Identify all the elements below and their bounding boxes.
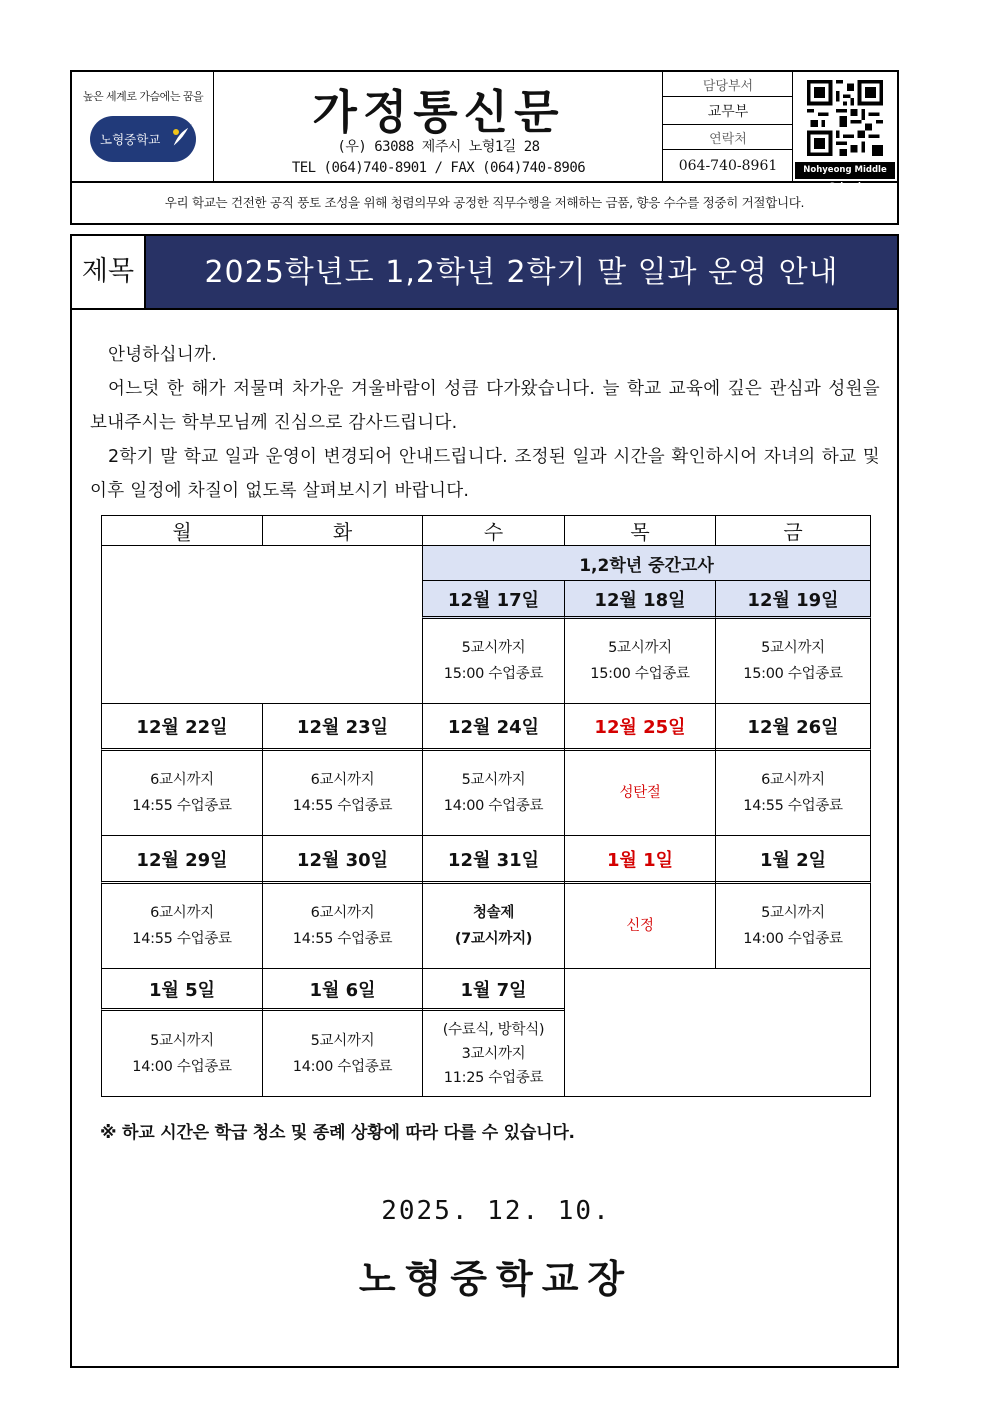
date-cell: 1월 5일 — [101, 968, 263, 1011]
schedule-cell: 5교시까지 14:00 수업종료 — [715, 883, 871, 969]
contact-value: 064-740-8961 — [678, 157, 778, 174]
qr-code-icon[interactable] — [807, 80, 883, 156]
dismissal-note: ※ 하교 시간은 학급 청소 및 종례 상황에 따라 다를 수 있습니다. — [100, 1123, 575, 1143]
day-header-fri: 금 — [715, 515, 871, 546]
schedule-cell: 6교시까지 14:55 수업종료 — [715, 750, 871, 836]
holiday-date-cell: 1월 1일 — [564, 835, 716, 884]
body-paragraph-2: 2학기 말 학교 일과 운영이 변경되어 안내드립니다. 조정된 일과 시간을 확인하시어 자녀의 하교 및 이후 일정에 차질이 없도록 살펴보시기 바랍니다. — [90, 447, 880, 501]
date-cell: 12월 18일 — [564, 580, 716, 619]
exam-banner: 1,2학년 중간고사 — [422, 545, 871, 581]
date-cell: 12월 22일 — [101, 703, 263, 751]
newsletter-header — [70, 70, 899, 192]
day-header-mon: 월 — [101, 515, 263, 546]
contact-cell — [663, 72, 793, 181]
subject-title: 2025학년도 1,2학년 2학기 말 일과 운영 안내 — [146, 236, 897, 310]
qr-cell — [793, 72, 897, 192]
greeting: 안녕하십니까. — [108, 345, 218, 365]
day-header-thu: 목 — [564, 515, 716, 546]
schedule-cell: 5교시까지 15:00 수업종료 — [564, 618, 716, 704]
date-cell: 12월 23일 — [262, 703, 423, 751]
date-cell: 12월 30일 — [262, 835, 423, 884]
empty-cell — [564, 968, 871, 1097]
schedule-cell: (수료식, 방학식) 3교시까지 11:25 수업종료 — [422, 1010, 565, 1097]
school-address: (우) 63088 제주시 노형1길 28 — [337, 139, 540, 155]
date-cell: 12월 26일 — [715, 703, 871, 751]
schedule-cell: 5교시까지 14:00 수업종료 — [422, 750, 565, 836]
school-slogan: 높은 세계로 가슴에는 꿈을 — [82, 90, 204, 103]
subject-label: 제목 — [72, 236, 146, 310]
body-paragraph-1: 어느덧 한 해가 저물며 차가운 겨울바람이 성큼 다가왔습니다. 늘 학교 교육에 깊은 관심과 성원을 보내주시는 학부모님께 진심으로 감사드립니다. — [90, 379, 880, 433]
issue-date: 2025. 12. 10. — [381, 1196, 611, 1226]
date-cell: 1월 6일 — [262, 968, 423, 1011]
schedule-cell: 6교시까지 14:55 수업종료 — [101, 750, 263, 836]
date-cell: 1월 7일 — [422, 968, 565, 1011]
logo-text: 노형중학교 — [100, 132, 161, 147]
logo-cell — [72, 72, 214, 181]
contact-label: 연락처 — [663, 125, 793, 150]
date-cell: 12월 19일 — [715, 580, 871, 619]
day-header-tue: 화 — [262, 515, 423, 546]
holiday-cell: 성탄절 — [564, 750, 716, 836]
date-cell: 1월 2일 — [715, 835, 871, 884]
title-cell — [214, 72, 663, 181]
dept-value: 교무부 — [663, 97, 793, 125]
schedule-cell: 5교시까지 14:00 수업종료 — [262, 1010, 423, 1097]
holiday-date-cell: 12월 25일 — [564, 703, 716, 751]
holiday-cell: 신정 — [564, 883, 716, 969]
date-cell: 12월 29일 — [101, 835, 263, 884]
date-cell: 12월 24일 — [422, 703, 565, 751]
newsletter-title: 가정통신문 — [312, 85, 565, 139]
schedule-cell: 5교시까지 14:00 수업종료 — [101, 1010, 263, 1097]
schedule-cell: 6교시까지 14:55 수업종료 — [101, 883, 263, 969]
dept-label: 담당부서 — [663, 72, 793, 97]
schedule-cell: 5교시까지 15:00 수업종료 — [422, 618, 565, 704]
date-cell: 12월 31일 — [422, 835, 565, 884]
school-english-name: Nohyeong Middle School — [795, 162, 895, 179]
date-cell: 12월 17일 — [422, 580, 565, 619]
logo-leaf-icon — [168, 122, 194, 152]
schedule-cell: 5교시까지 15:00 수업종료 — [715, 618, 871, 704]
integrity-pledge: 우리 학교는 건전한 공직 풍토 조성을 위해 청렴의무와 공정한 직무수행을 저해하는 금품, 향응 수수를 정중히 거절합니다. — [70, 183, 899, 225]
festival-cell: 청솔제 (7교시까지) — [422, 883, 565, 969]
schedule-cell: 6교시까지 14:55 수업종료 — [262, 750, 423, 836]
schedule-cell: 6교시까지 14:55 수업종료 — [262, 883, 423, 969]
day-header-wed: 수 — [422, 515, 565, 546]
empty-cell — [101, 545, 423, 704]
principal-signature: 노형중학교장 — [358, 1256, 634, 1301]
school-tel-fax: TEL (064)740-8901 / FAX (064)740-8906 — [291, 160, 586, 176]
